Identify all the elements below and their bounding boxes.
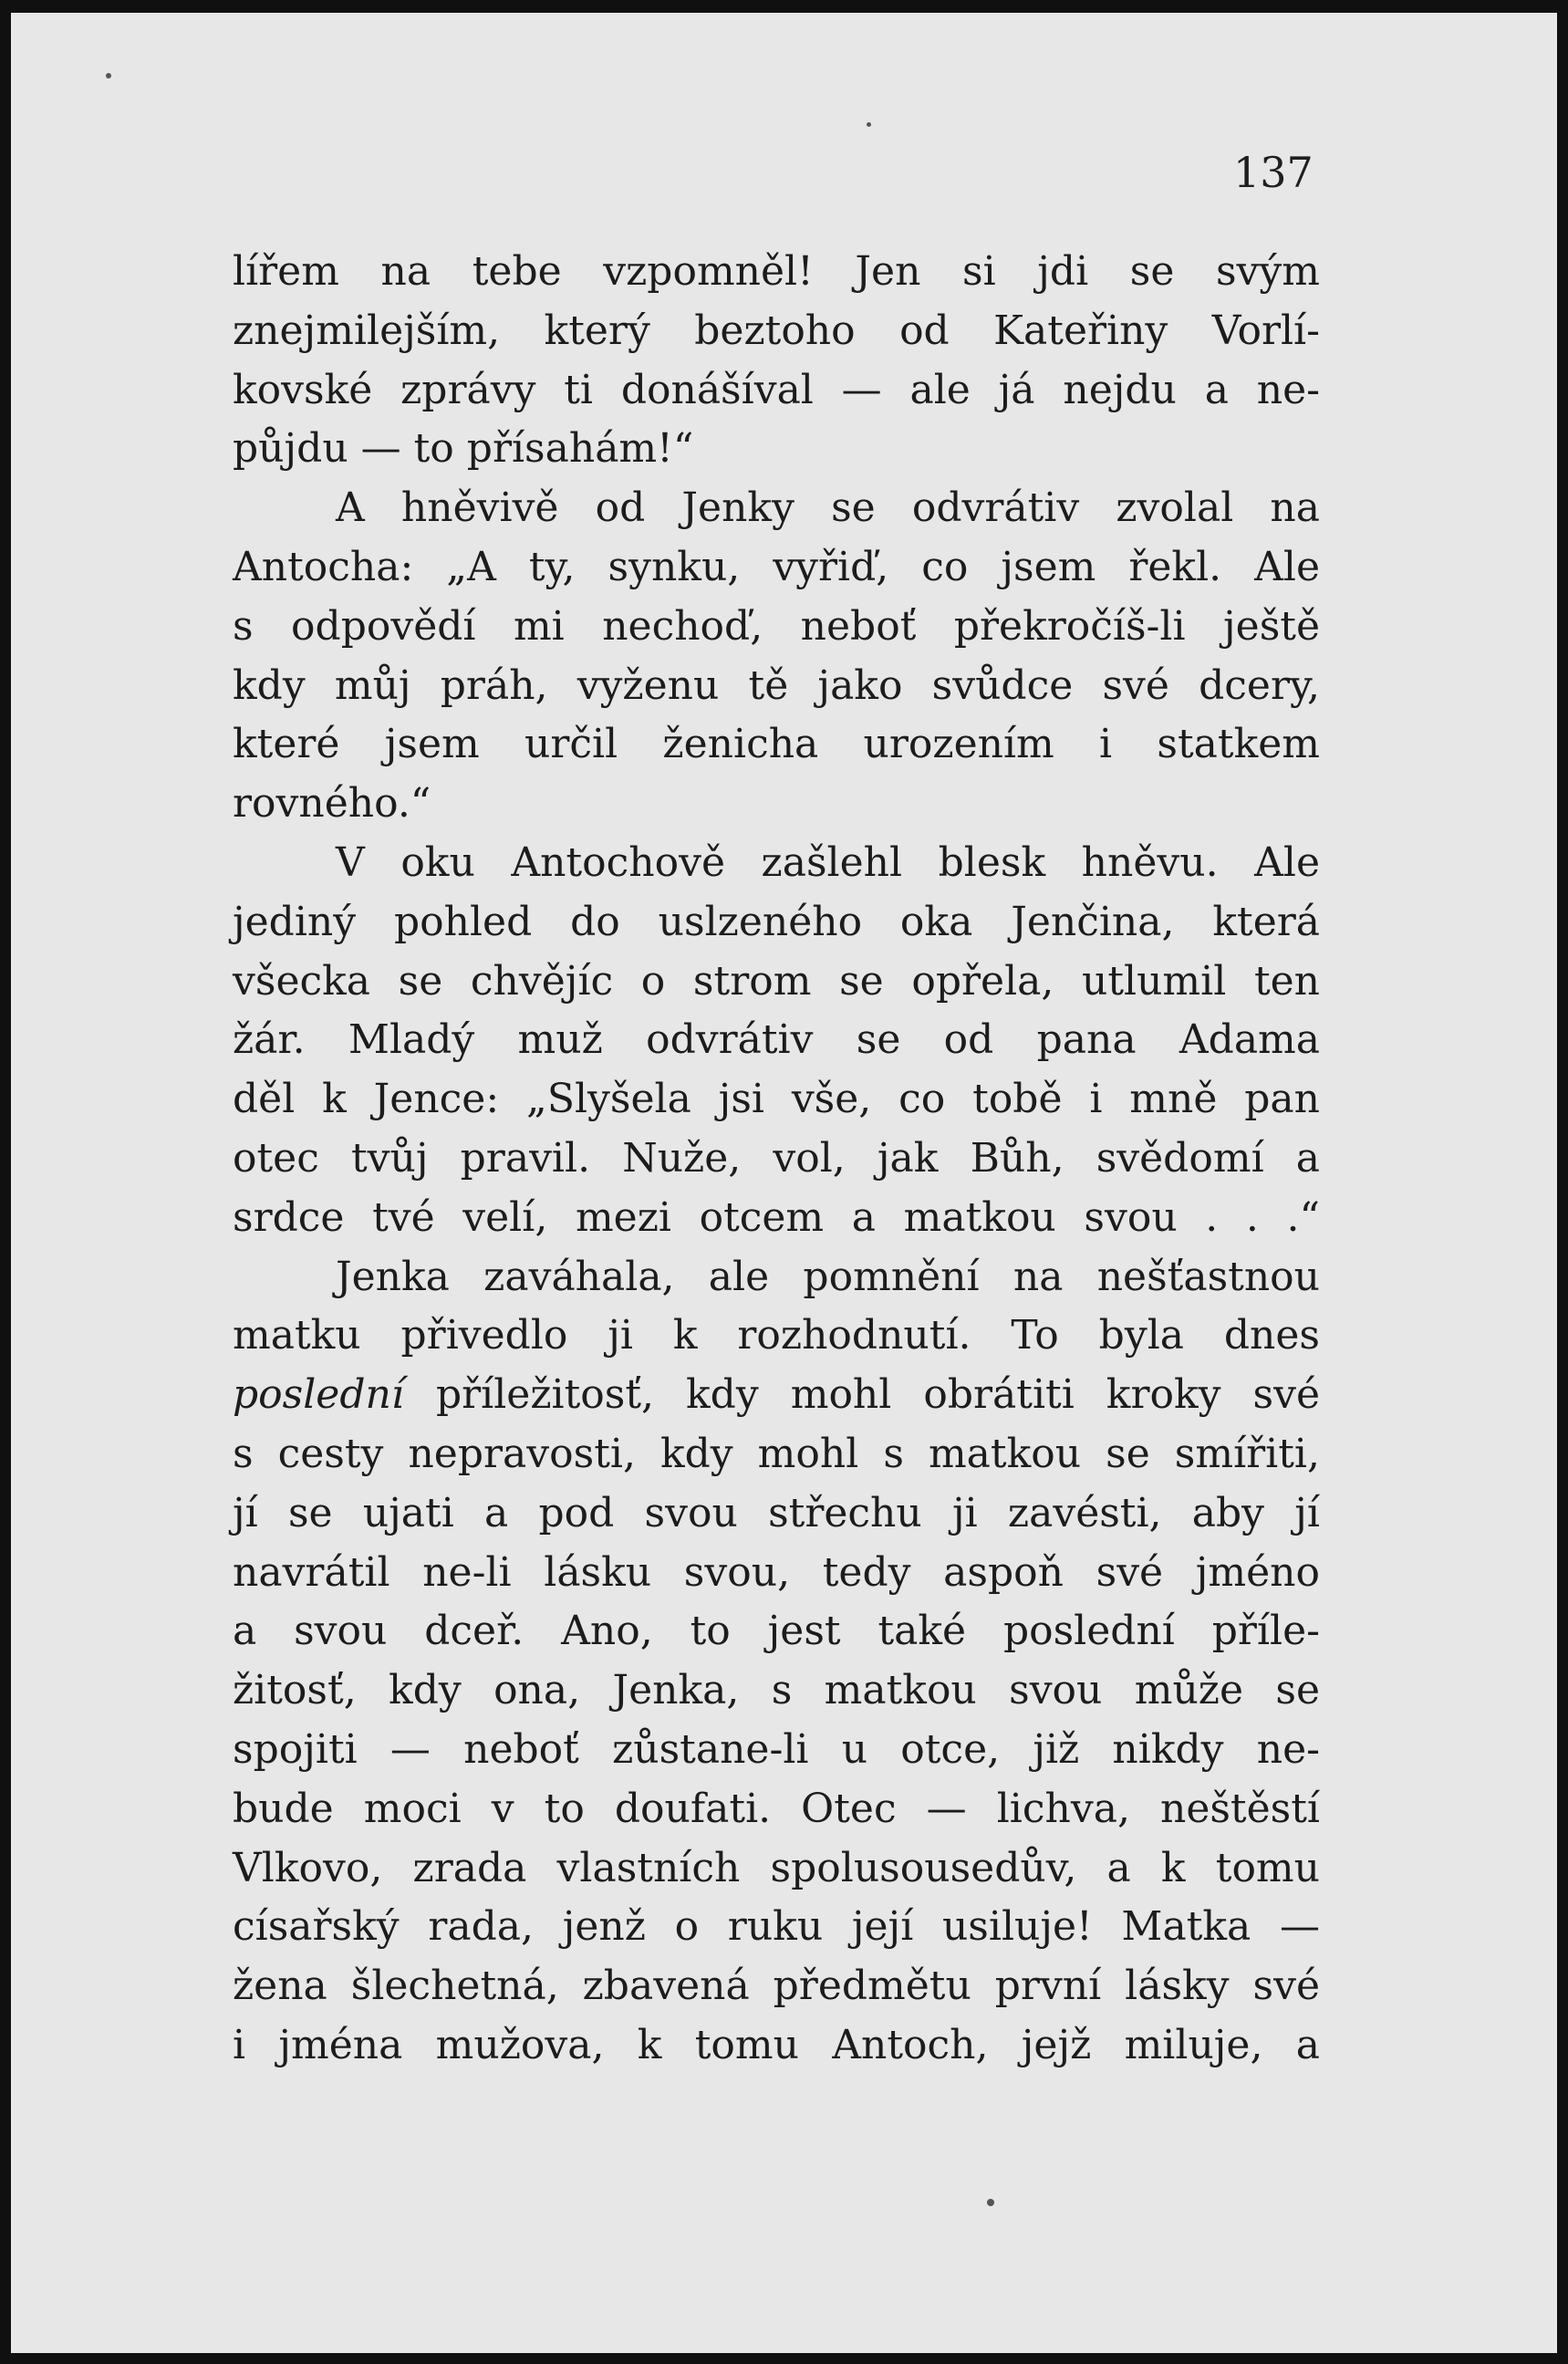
text-line: Vlkovo, zrada vlastních spolusousedův, a k tomu [233, 1844, 1320, 1891]
text-line: jediný pohled do uslzeného oka Jenčina, která [233, 898, 1320, 945]
text-line: otec tvůj pravil. Nuže, vol, jak Bůh, svědomí a [233, 1134, 1320, 1182]
paper-speck [106, 73, 111, 78]
text-line: lířem na tebe vzpomněl! Jen si jdi se svým [233, 248, 1320, 295]
paragraph-first-line: A hněvivě od Jenky se odvrátiv zvolal na [336, 484, 1320, 532]
paragraph-first-line: Jenka zaváhala, ale pomnění na nešťastnou [336, 1253, 1320, 1300]
text-line: žitosť, kdy ona, Jenka, s matkou svou může se [233, 1667, 1320, 1714]
text-line: s cesty nepravosti, kdy mohl s matkou se smířiti, [233, 1430, 1320, 1477]
emphasized-word: poslední [233, 1371, 404, 1419]
text-line: s odpovědí mi nechoď, neboť překročíš-li ještě [233, 602, 1320, 650]
text-line: všecka se chvějíc o strom se opřela, utlumil ten [233, 957, 1320, 1005]
paper-speck [867, 122, 871, 127]
text-line: znejmilejším, který beztoho od Kateřiny Vorlí- [233, 307, 1320, 354]
text-line: kovské zprávy ti donášíval — ale já nejdu a ne- [233, 366, 1320, 413]
text-line: bude moci v to doufati. Otec — lichva, neštěstí [233, 1785, 1320, 1832]
text-line: děl k Jence: „Slyšela jsi vše, co tobě i mně pan [233, 1076, 1320, 1123]
page-number: 137 [1233, 148, 1314, 197]
text-line: a svou dceř. Ano, to jest také poslední příle- [233, 1608, 1320, 1655]
text-line: rovného.“ [233, 780, 431, 828]
text-line: poslední příležitosť, kdy mohl obrátiti kroky své [233, 1371, 1320, 1419]
text-line: které jsem určil ženicha urozením i statkem [233, 721, 1320, 768]
text-line: císařský rada, jenž o ruku její usiluje! Matka — [233, 1903, 1320, 1951]
text-line: půjdu — to přísahám!“ [233, 425, 694, 473]
text-line: jí se ujati a pod svou střechu ji zavésti, aby jí [233, 1489, 1320, 1536]
body-text [233, 243, 1320, 2076]
text-line: Antocha: „A ty, synku, vyřiď, co jsem řekl. Ale [233, 543, 1320, 590]
text-line: matku přivedlo ji k rozhodnutí. To byla dnes [233, 1312, 1320, 1359]
text-line: i jména mužova, k tomu Antoch, jejž miluje, a [233, 2021, 1320, 2068]
text-line: kdy můj práh, vyženu tě jako svůdce své dcery, [233, 661, 1320, 709]
paper-speck [987, 2199, 994, 2206]
text-line: spojiti — neboť zůstane-li u otce, již nikdy ne- [233, 1725, 1320, 1773]
text-line: navrátil ne-li lásku svou, tedy aspoň své jméno [233, 1548, 1320, 1596]
paragraph-first-line: V oku Antochově zašlehl blesk hněvu. Ale [336, 838, 1320, 886]
text-line: srdce tvé velí, mezi otcem a matkou svou . . .“ [233, 1193, 1320, 1241]
book-page [11, 13, 1557, 2353]
text-line: žár. Mladý muž odvrátiv se od pana Adama [233, 1016, 1320, 1064]
text-line: žena šlechetná, zbavená předmětu první lásky své [233, 1963, 1320, 2010]
